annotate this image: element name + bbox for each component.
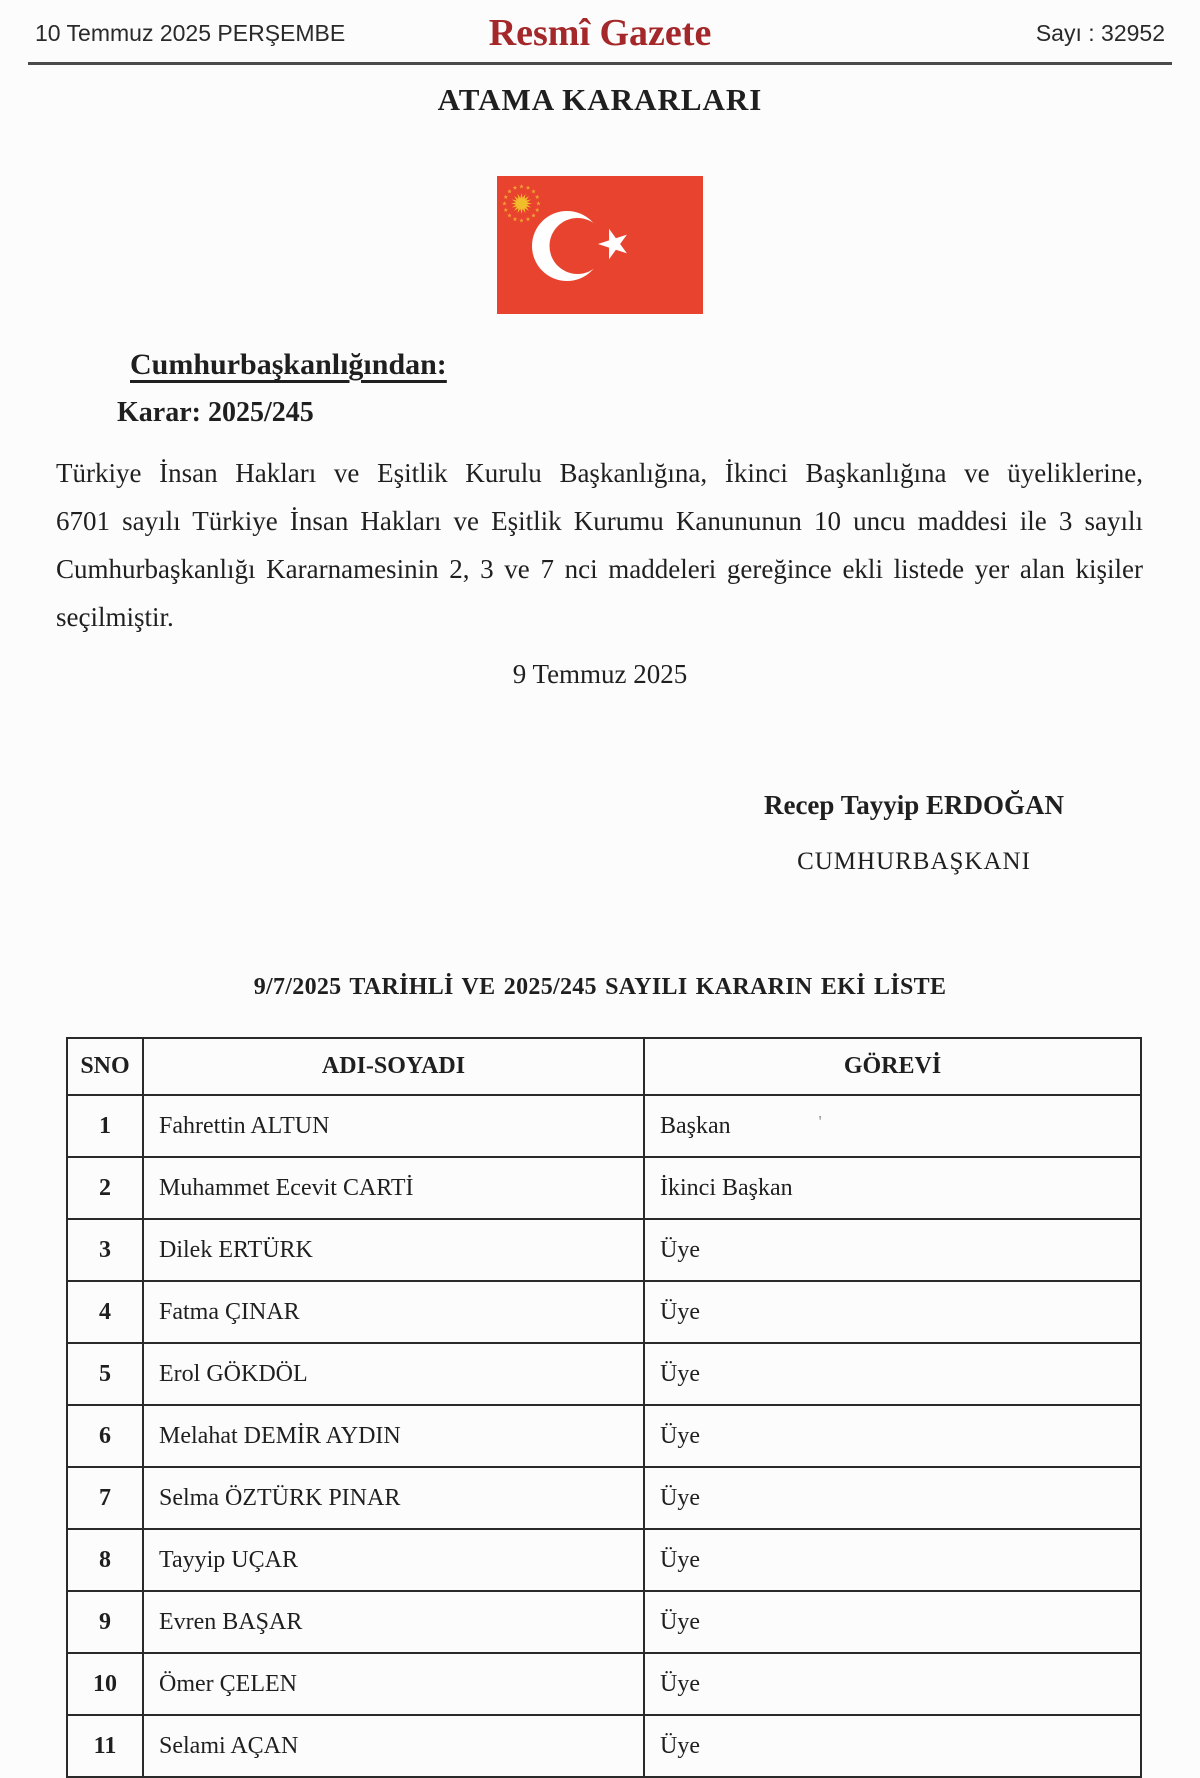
role-cell: İkinci Başkan (644, 1157, 1141, 1219)
table-header-row (67, 1038, 1141, 1095)
masthead-date: 10 Temmuz 2025 PERŞEMBE (35, 19, 346, 46)
role-cell: Üye (644, 1591, 1141, 1653)
sno-cell: 5 (67, 1343, 143, 1405)
name-cell: Melahat DEMİR AYDIN (143, 1405, 644, 1467)
role-cell: Üye (644, 1343, 1141, 1405)
table-row (67, 1467, 1141, 1529)
scan-artifact-mark: ' (818, 1112, 822, 1131)
role-cell: Üye (644, 1653, 1141, 1715)
sno-cell: 4 (67, 1281, 143, 1343)
sno-cell: 10 (67, 1653, 143, 1715)
role-cell: Üye (644, 1467, 1141, 1529)
decree-body (56, 449, 1143, 641)
annex-list-title: 9/7/2025 TARİHLİ VE 2025/245 SAYILI KARARIN EKİ LİSTE (253, 974, 947, 1000)
sno-cell: 2 (67, 1157, 143, 1219)
seal-sun-shape (511, 193, 532, 214)
table-row (67, 1281, 1141, 1343)
table-row (67, 1157, 1141, 1219)
decree-body-line: seçilmiştir. (56, 602, 174, 632)
role-cell: Üye (644, 1281, 1141, 1343)
table-row (67, 1591, 1141, 1653)
table-row (67, 1219, 1141, 1281)
sno-cell: 1 (67, 1095, 143, 1157)
table-row (67, 1653, 1141, 1715)
signatory-name: Recep Tayyip ERDOĞAN (763, 790, 1065, 820)
decree-date: 9 Temmuz 2025 (512, 659, 688, 689)
role-cell: Üye (644, 1405, 1141, 1467)
name-cell: Fahrettin ALTUN (143, 1095, 644, 1157)
decree-body-line: 6701 sayılı Türkiye İnsan Hakları ve Eşitlik Kurumu Kanununun 10 uncu maddesi ile 3 sayılı (56, 506, 1143, 536)
signature-block (742, 788, 1086, 877)
name-cell: Selma ÖZTÜRK PINAR (143, 1467, 644, 1529)
crescent-inner-cut (550, 218, 606, 274)
role-cell: Üye (644, 1715, 1141, 1777)
table-row (67, 1343, 1141, 1405)
name-cell: Evren BAŞAR (143, 1591, 644, 1653)
decree-number: Karar: 2025/245 (117, 397, 314, 428)
appointments-table (66, 1037, 1142, 1778)
name-cell: Fatma ÇINAR (143, 1281, 644, 1343)
masthead-issue-number: Sayı : 32952 (1035, 19, 1165, 46)
sno-cell: 9 (67, 1591, 143, 1653)
role-cell: Başkan ' (644, 1095, 1141, 1157)
role-cell: Üye (644, 1529, 1141, 1591)
masthead-divider (28, 62, 1172, 65)
masthead (0, 0, 1200, 56)
header-sno: SNO (67, 1038, 143, 1095)
page-title: ATAMA KARARLARI (437, 82, 763, 117)
sno-cell: 11 (67, 1715, 143, 1777)
header-name: ADI-SOYADI (143, 1038, 644, 1095)
name-cell: Muhammet Ecevit CARTİ (143, 1157, 644, 1219)
table-row (67, 1095, 1141, 1157)
decree-body-line: Cumhurbaşkanlığı Kararnamesinin 2, 3 ve 7 nci maddeleri gereğince ekli listede yer alan kişiler (56, 554, 1143, 584)
masthead-title: Resmî Gazete (488, 12, 712, 54)
presidential-flag (497, 176, 703, 319)
presidential-flag-image (497, 176, 703, 314)
name-cell: Erol GÖKDÖL (143, 1343, 644, 1405)
sno-cell: 6 (67, 1405, 143, 1467)
name-cell: Dilek ERTÜRK (143, 1219, 644, 1281)
name-cell: Tayyip UÇAR (143, 1529, 644, 1591)
role-cell: Üye (644, 1219, 1141, 1281)
header-role: GÖREVİ (644, 1038, 1141, 1095)
sno-cell: 8 (67, 1529, 143, 1591)
issuing-authority: Cumhurbaşkanlığından: (130, 348, 447, 381)
sno-cell: 7 (67, 1467, 143, 1529)
decree-body-line: Türkiye İnsan Hakları ve Eşitlik Kurulu Başkanlığına, İkinci Başkanlığına ve üyeliklerine, (56, 458, 1143, 488)
table-row (67, 1405, 1141, 1467)
table-row (67, 1529, 1141, 1591)
table-row (67, 1715, 1141, 1777)
signatory-title: CUMHURBAŞKANI (797, 848, 1031, 875)
sno-cell: 3 (67, 1219, 143, 1281)
name-cell: Ömer ÇELEN (143, 1653, 644, 1715)
name-cell: Selami AÇAN (143, 1715, 644, 1777)
